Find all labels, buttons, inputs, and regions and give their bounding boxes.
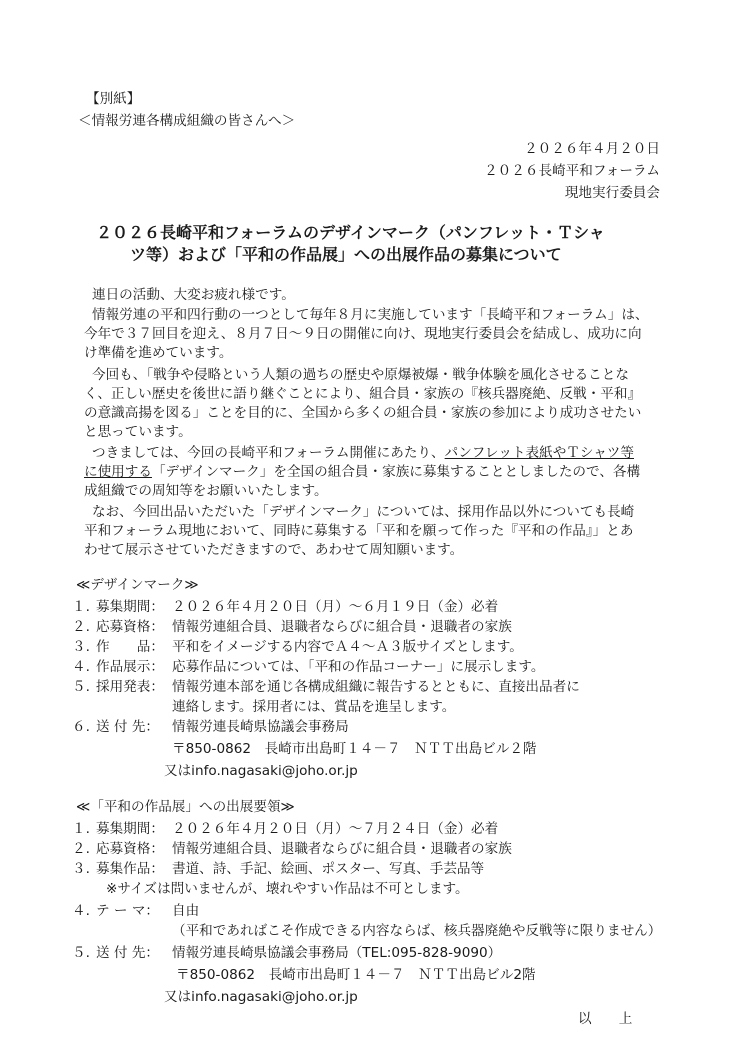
design-mark-item (72, 718, 349, 737)
item-number: ５. (72, 945, 90, 961)
item-number: ３. (72, 639, 90, 655)
design-mark-email: 又はinfo.nagasaki@joho.or.jp (164, 763, 358, 779)
item-number: ５. (72, 679, 90, 695)
item-text: 連絡します。採用者には、賞品を進呈します。 (172, 699, 456, 715)
body-line: と思っています。 (84, 424, 192, 440)
item-number: ２. (72, 619, 90, 635)
request-paragraph (84, 444, 684, 501)
document-date: ２０２６年４月２０日 (524, 141, 660, 157)
item-label: 募集期間： (96, 599, 164, 615)
item-text: 情報労連組合員、退職者ならびに組合員・退職者の家族 (172, 619, 512, 635)
body-line: 今回も、「戦争や侵略という人類の過ちの歴史や原爆被爆・戦争体験を風化させることな (92, 367, 629, 383)
item-label: テ ー マ： (96, 903, 160, 919)
design-mark-item (72, 598, 498, 617)
body-line: 今年で３７回目を迎え、８月７日～９日の開催に向け、現地実行委員会を結成し、成功に向 (84, 326, 642, 342)
body-line: く、正しい歴史を後世に語り継ぐことにより、組合員・家族の『核兵器廃絶、反戦・平和』 (84, 386, 642, 402)
exhibition-email: 又はinfo.nagasaki@joho.or.jp (164, 989, 358, 1005)
item-number: ３. (72, 861, 90, 877)
item-label: 送 付 先： (96, 719, 160, 735)
design-mark-heading: ≪デザインマーク≫ (76, 577, 199, 593)
item-label: 応募資格： (96, 619, 164, 635)
exhibition-heading: ≪「平和の作品展」への出展要領≫ (76, 799, 295, 815)
body-line: 連日の活動、大変お疲れ様です。 (92, 287, 295, 303)
item-label: 送 付 先： (96, 945, 160, 961)
purpose-paragraph (84, 366, 684, 442)
design-mark-address: 〒850-0862 長崎市出島町１４－７ ＮＴＴ出島ビル２階 (172, 741, 537, 757)
recipient-line: ＜情報労連各構成組織の皆さんへ＞ (78, 113, 296, 129)
underlined-text: パンフレット表紙やＴシャツ等 (444, 445, 634, 461)
sender-org: ２０２６長崎平和フォーラム (484, 163, 660, 179)
item-text: 情報労連長崎県協議会事務局（TEL:095-828-9090） (172, 945, 502, 961)
item-text: 書道、詩、手記、絵画、ポスター、写真、手芸品等 (172, 861, 485, 877)
item-text: ２０２６年４月２０日（月）～６月１９日（金）必着 (172, 599, 499, 615)
underlined-text: に使用する (84, 464, 152, 480)
item-number: ４. (72, 659, 90, 675)
item-number: ６. (72, 719, 90, 735)
body-line: わせて展示させていただきますので、あわせて周知願います。 (84, 542, 464, 558)
item-label: 作 品： (96, 639, 164, 655)
attachment-label: 【別紙】 (86, 91, 141, 107)
item-label: 応募資格： (96, 841, 164, 857)
body-line: 平和フォーラム現地において、同時に募集する「平和を願って作った『平和の作品』」とあ (84, 523, 634, 539)
item-text: 情報労連長崎県協議会事務局 (172, 719, 349, 735)
design-mark-item (72, 678, 580, 697)
item-text: 応募作品については、「平和の作品コーナー」に展示します。 (172, 659, 545, 675)
exhibition-item (72, 902, 199, 921)
body-line: け準備を進めています。 (84, 345, 233, 361)
design-mark-item (72, 618, 512, 637)
exhibition-item (72, 840, 512, 859)
body-line: 情報労連の平和四行動の一つとして毎年８月に実施しています「長崎平和フォーラム」は、 (92, 307, 649, 323)
item-text: 自由 (172, 903, 200, 919)
item-text: 情報労連組合員、退職者ならびに組合員・退職者の家族 (172, 841, 512, 857)
body-line (84, 444, 684, 463)
design-mark-item (72, 638, 523, 657)
body-line: の意識高揚を図る」ことを目的に、全国から多くの組合員・家族の参加により成功させたい (84, 405, 642, 421)
document-title (96, 222, 656, 266)
closing-mark: 以 上 (578, 1011, 633, 1027)
item-number: ４. (72, 903, 90, 919)
item-number: ２. (72, 841, 90, 857)
item-number: １. (72, 599, 90, 615)
forum-intro-paragraph (84, 306, 684, 363)
item-label: 募集期間： (96, 821, 164, 837)
body-line (84, 463, 684, 482)
item-label: 募集作品： (96, 861, 164, 877)
item-text: 情報労連本部を通じ各構成組織に報告するとともに、直接出品者に (172, 679, 580, 695)
greeting-paragraph (84, 286, 684, 305)
sender-committee: 現地実行委員会 (564, 185, 660, 201)
item-number: １. (72, 821, 90, 837)
title-line-1: ２０２６長崎平和フォーラムのデザインマーク（パンフレット・Ｔシャ (96, 223, 605, 242)
item-label: 採用発表： (96, 679, 164, 695)
item-text: ２０２６年４月２０日（月）～７月２４日（金）必着 (172, 821, 499, 837)
item-label: 作品展示： (96, 659, 164, 675)
exhibition-item (72, 820, 498, 839)
exhibition-theme-note: （平和であればこそ作成できる内容ならば、核兵器廃絶や反戦等に限りません） (172, 923, 662, 939)
body-line: なお、今回出品いただいた「デザインマーク」については、採用作品以外についても長崎 (92, 504, 635, 520)
exhibition-size-note: ※サイズは問いませんが、壊れやすい作品は不可とします。 (106, 881, 469, 897)
exhibition-item (72, 944, 501, 963)
design-mark-item (72, 658, 544, 677)
design-mark-item-continuation (72, 698, 455, 717)
body-line: 成組織での周知等をお願いいたします。 (84, 483, 328, 499)
title-line-2: ツ等）および「平和の作品展」への出展作品の募集について (130, 245, 562, 264)
body-text: 「デザインマーク」を全国の組合員・家族に募集することとしましたので、各構 (151, 464, 641, 480)
item-text: 平和をイメージする内容でＡ４～Ａ３版サイズとします。 (172, 639, 523, 655)
body-text: つきましては、今回の長崎平和フォーラム開催にあたり、 (92, 445, 445, 461)
exhibition-address: 〒850-0862 長崎市出島町１４－７ ＮＴＴ出島ビル2階 (176, 967, 536, 983)
exhibition-item (72, 860, 484, 879)
exhibition-paragraph (84, 503, 684, 560)
